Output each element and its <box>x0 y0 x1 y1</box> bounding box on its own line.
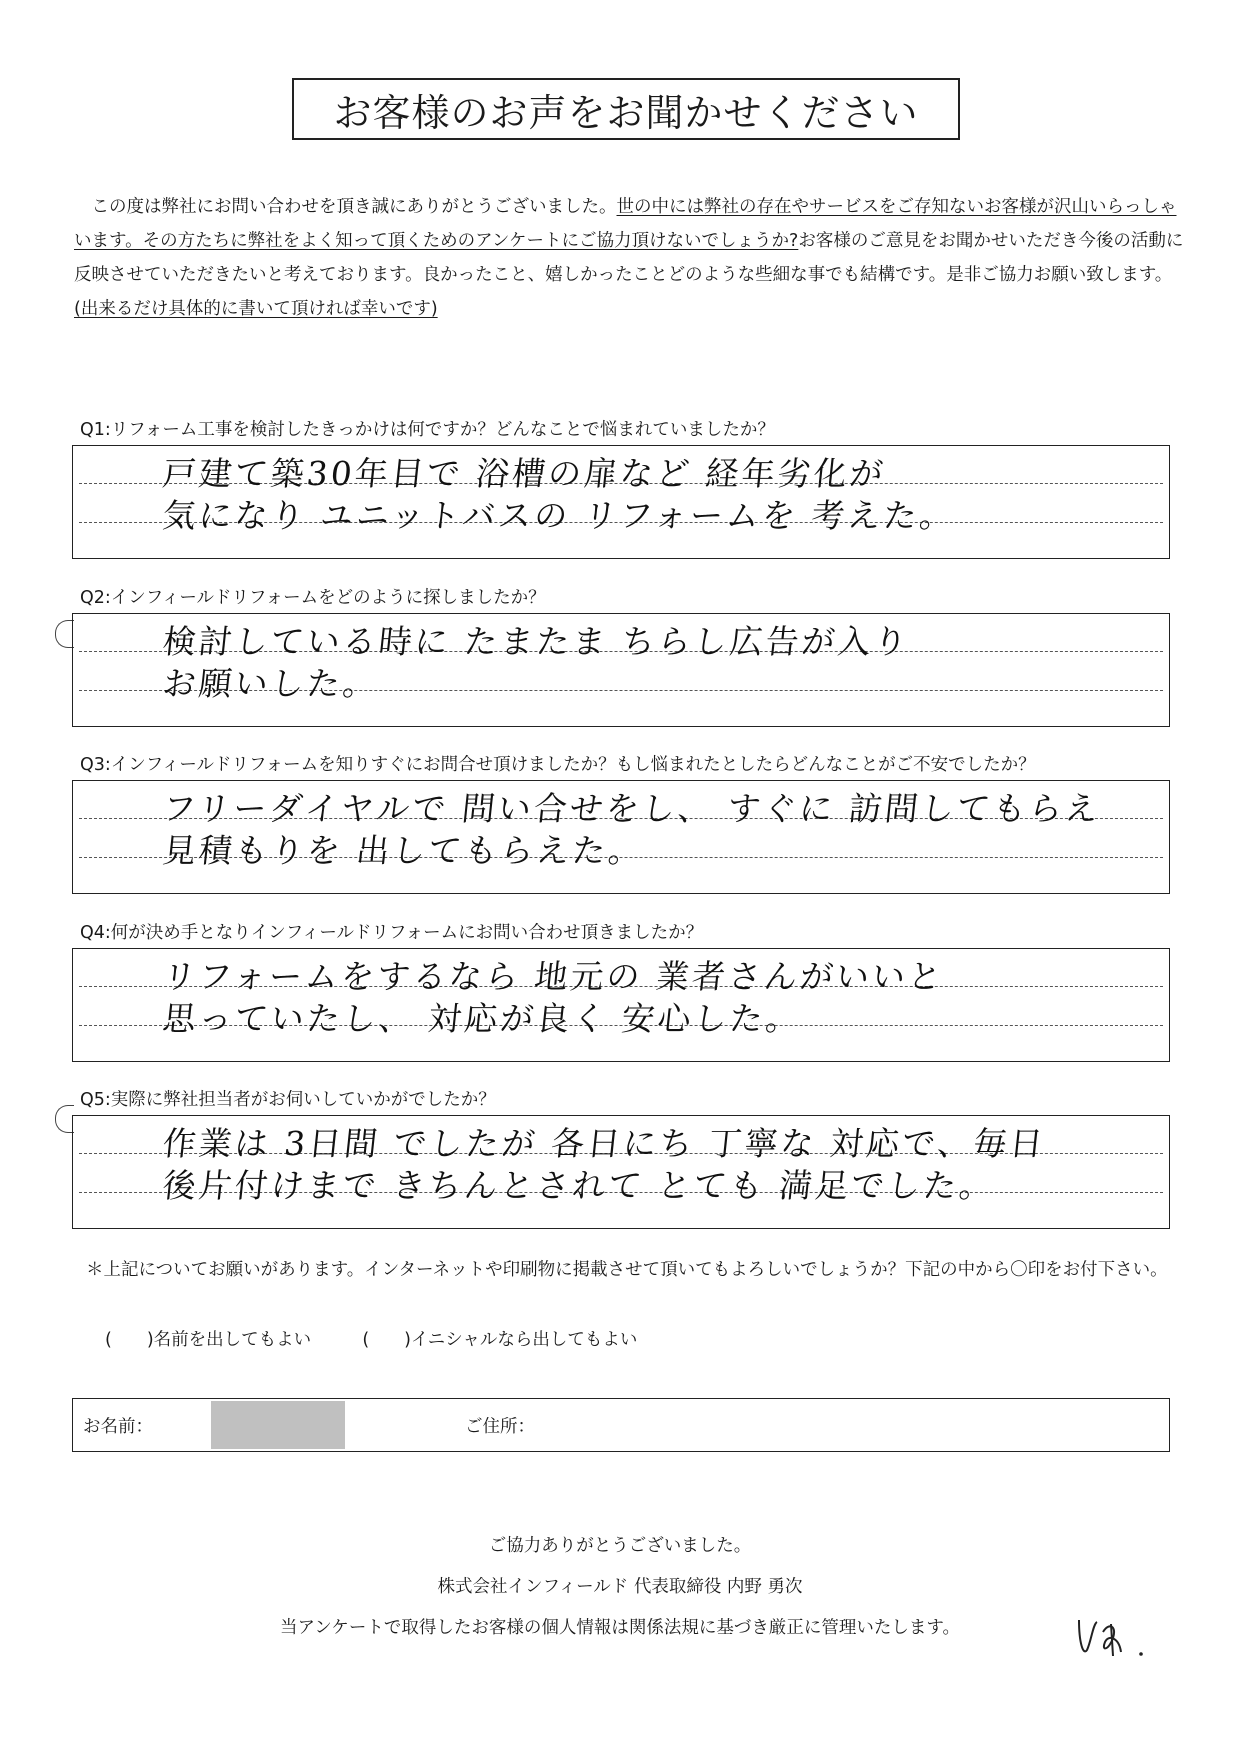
question-5-answer-line-2: 後片付けまで きちんとされて とても 満足でした。 <box>160 1166 998 1205</box>
footer-company: 株式会社インフィールド 代表取締役 内野 勇次 <box>437 1577 803 1597</box>
question-5-answer-line-1: 作業は 3日間 でしたが 各日にち 丁寧な 対応で、毎日 <box>160 1124 1048 1163</box>
question-4-answer-line-2: 思っていたし、 対応が良く 安心した。 <box>160 999 804 1038</box>
option-name-ok[interactable]: ( )名前を出してもよい <box>105 1330 312 1350</box>
question-2-answer-line-1: 検討している時に たまたま ちらし広告が入り <box>160 622 912 661</box>
intro-text-2-underlined: 世の中には弊社の存在やサービスをご存知ないお客様が沢山いらっしゃいます。その方たちに弊社をよく知って頂くためのアンケートにご協力頂けないでしょうか? <box>74 197 1177 251</box>
question-2-answer-line-2: お願いした。 <box>160 664 381 703</box>
page-title: お客様のお声をお聞かせください <box>292 78 960 140</box>
question-3-answer-line-1: フリーダイヤルで 問い合せをし、 すぐに 訪問してもらえ <box>160 789 1104 828</box>
question-4-answer-line-1: リフォームをするなら 地元の 業者さんがいいと <box>160 957 947 996</box>
contact-info-box <box>72 1398 1170 1452</box>
intro-text-4-underlined: (出来るだけ具体的に書いて頂ければ幸いです) <box>74 299 438 319</box>
option-initials-ok[interactable]: ( )イニシャルなら出してもよい <box>362 1330 638 1350</box>
footer-thanks: ご協力ありがとうございました。 <box>488 1536 752 1556</box>
question-5-answer-box <box>72 1115 1170 1229</box>
question-4-label: Q4:何が決め手となりインフィールドリフォームにお問い合わせ頂きましたか？ <box>80 923 704 943</box>
name-label: お名前： <box>83 1417 153 1437</box>
question-5-label: Q5:実際に弊社担当者がお伺いしていかがでしたか？ <box>80 1090 496 1110</box>
question-1-label: Q1:リフォーム工事を検討したきっかけは何ですか？どんなことで悩まれていましたか？ <box>80 420 775 440</box>
question-3-label: Q3:インフィールドリフォームを知りすぐにお問合せ頂けましたか？もし悩まれたとしたらどんなことがご不安でしたか？ <box>80 755 1036 775</box>
question-1-answer-line-1: 戸建て築30年目で 浴槽の扉など 経年劣化が <box>160 454 888 493</box>
footer-privacy: 当アンケートで取得したお客様の個人情報は関係法規に基づき厳正に管理いたします。 <box>279 1618 961 1638</box>
intro-text-3: お客様のご意見をお聞かせいただき今後の活動に反映させていただきたいと考えております。良かったこと、嬉しかったことどのような些細な事でも結構です。是非ご協力お願い致します。 <box>74 231 1184 285</box>
question-3-answer-line-2: 見積もりを 出してもらえた。 <box>160 831 647 870</box>
publication-permission-note: ＊上記についてお願いがあります。インターネットや印刷物に掲載させて頂いてもよろしいでしょうか？下記の中から〇印をお付下さい。 <box>86 1260 1168 1280</box>
redacted-name <box>211 1401 345 1449</box>
question-2-answer-box <box>72 613 1170 727</box>
question-2-label: Q2:インフィールドリフォームをどのように探しましたか？ <box>80 588 546 608</box>
permission-options <box>105 1326 637 1351</box>
question-3-answer-box <box>72 780 1170 894</box>
address-label: ご住所： <box>465 1417 535 1437</box>
intro-text-1: この度は弊社にお問い合わせを頂き誠にありがとうございました。 <box>91 197 617 217</box>
intro-paragraph <box>74 190 1184 326</box>
question-1-answer-box <box>72 445 1170 559</box>
handwritten-signature <box>1075 1612 1155 1662</box>
question-1-answer-line-2: 気になり ユニットバスの リフォームを 考えた。 <box>160 496 958 535</box>
question-4-answer-box <box>72 948 1170 1062</box>
